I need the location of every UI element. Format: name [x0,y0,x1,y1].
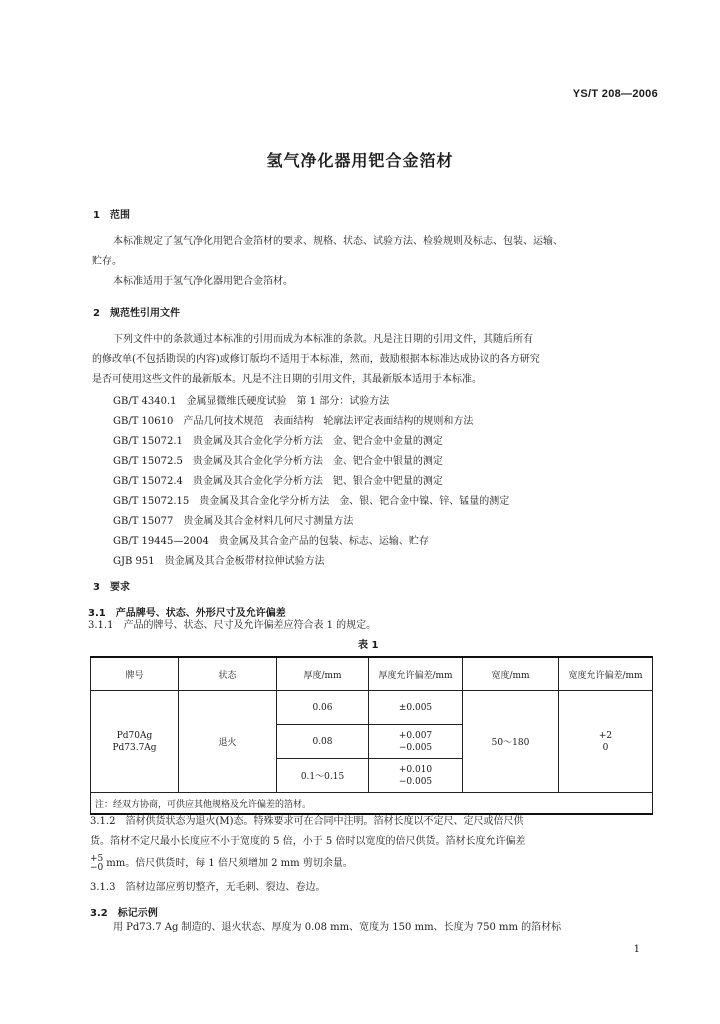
reference-item: GB/T 15072.5 贵金属及其合金化学分析方法 金、钯合金中银量的测定 [113,456,443,467]
table-header: 状态 [179,657,277,691]
length-tolerance-text: mm。倍尺供货时，每 1 倍尺须增加 2 mm 剪切余量。 [106,858,353,869]
document-title: 氢气净化器用钯合金箔材 [266,151,454,170]
thickness-cell: 0.1～0.15 [277,759,369,793]
grade-cell [91,691,179,793]
length-tolerance [90,855,103,873]
tol-minus: −0.005 [398,776,433,787]
width-tol-minus: 0 [602,742,609,753]
width-cell: 50～180 [463,691,559,793]
tol-plus: +0.007 [398,730,433,741]
section-1-para-2: 本标准适用于氢气净化器用钯合金箔材。 [113,276,293,287]
length-tol-minus: −0 [90,862,104,873]
section-3-heading: 3 要求 [93,582,130,593]
section-2-heading: 2 规范性引用文件 [93,308,180,319]
state-cell: 退火 [179,691,277,793]
thickness-tolerance-cell [369,725,463,759]
width-tolerance-cell [559,691,653,793]
table-header: 宽度/mm [463,657,559,691]
section-1-para-1b: 贮存。 [92,256,122,267]
reference-item: GB/T 15072.4 贵金属及其合金化学分析方法 钯、银合金中钯量的测定 [113,476,443,487]
reference-item: GJB 951 贵金属及其合金板带材拉伸试验方法 [113,556,325,567]
table-note: 注：经双方协商，可供应其他规格及允许偏差的箔材。 [91,793,653,815]
thickness-tolerance-cell [369,759,463,793]
section-3-1-2-line-a: 3.1.2 箔材供货状态为退火(M)态。特殊要求可在合同中注明。箔材长度以不定尺、定尺或倍尺供 [90,816,524,827]
section-3-1-heading: 3.1 产品牌号、状态、外形尺寸及允许偏差 [88,608,286,619]
table-caption: 表 1 [358,640,379,651]
page-number: 1 [633,944,640,955]
section-3-2-text: 用 Pd73.7 Ag 制造的、退火状态、厚度为 0.08 mm、宽度为 150 mm、长度为 750 mm 的箔材标 [113,922,562,933]
grade-pd73-7ag: Pd73.7Ag [112,742,157,753]
reference-item: GB/T 19445—2004 贵金属及其合金产品的包装、标志、运输、贮存 [113,536,429,547]
length-tol-plus: +5 [90,853,104,864]
width-tol-plus: +2 [598,730,613,741]
tol-plus: +0.010 [398,764,433,775]
table-header: 宽度允许偏差/mm [559,657,653,691]
reference-item: GB/T 15072.15 贵金属及其合金化学分析方法 金、银、钯合金中镍、锌、锰量的测定 [113,496,510,507]
table-header: 厚度/mm [277,657,369,691]
thickness-cell: 0.06 [277,691,369,725]
tol-minus: −0.005 [398,742,433,753]
section-2-para-a: 下列文件中的条款通过本标准的引用而成为本标准的条款。凡是注日期的引用文件，其随后所有 [113,334,533,345]
section-3-1-1-text: 3.1.1 产品的牌号、状态、尺寸及允许偏差应符合表 1 的规定。 [88,620,377,631]
section-1-para-1a: 本标准规定了氢气净化用钯合金箔材的要求、规格、状态、试验方法、检验规则及标志、包装、运输、 [113,236,563,247]
table-header: 牌号 [91,657,179,691]
reference-item: GB/T 10610 产品几何技术规范 表面结构 轮廓法评定表面结构的规则和方法 [113,416,474,427]
spec-table [90,656,653,815]
section-1-heading: 1 范围 [93,210,130,221]
section-3-1-2-line-b: 货。箔材不定尺最小长度应不小于宽度的 5 倍，小于 5 倍时以宽度的倍尺供货。箔材长度允许偏差 [90,836,526,847]
reference-item: GB/T 4340.1 金属显微维氏硬度试验 第 1 部分：试验方法 [113,396,390,407]
grade-pd70ag: Pd70Ag [116,730,153,741]
section-2-para-b: 的修改单(不包括勘误的内容)或修订版均不适用于本标准，然而，鼓励根据本标准达成协议的各方研究 [92,354,540,365]
thickness-cell: 0.08 [277,725,369,759]
reference-item: GB/T 15072.1 贵金属及其合金化学分析方法 金、钯合金中金量的测定 [113,436,443,447]
standard-code: YS/T 208—2006 [572,88,658,100]
section-3-2-heading: 3.2 标记示例 [90,908,158,919]
reference-item: GB/T 15077 贵金属及其合金材料几何尺寸测量方法 [113,516,354,527]
section-3-1-2-line-c [90,854,353,874]
thickness-tolerance-cell: ±0.005 [369,691,463,725]
section-3-1-3-text: 3.1.3 箔材边部应剪切整齐，无毛刺、裂边、卷边。 [90,882,326,893]
table-header: 厚度允许偏差/mm [369,657,463,691]
section-2-para-c: 是否可使用这些文件的最新版本。凡是不注日期的引用文件，其最新版本适用于本标准。 [92,374,482,385]
